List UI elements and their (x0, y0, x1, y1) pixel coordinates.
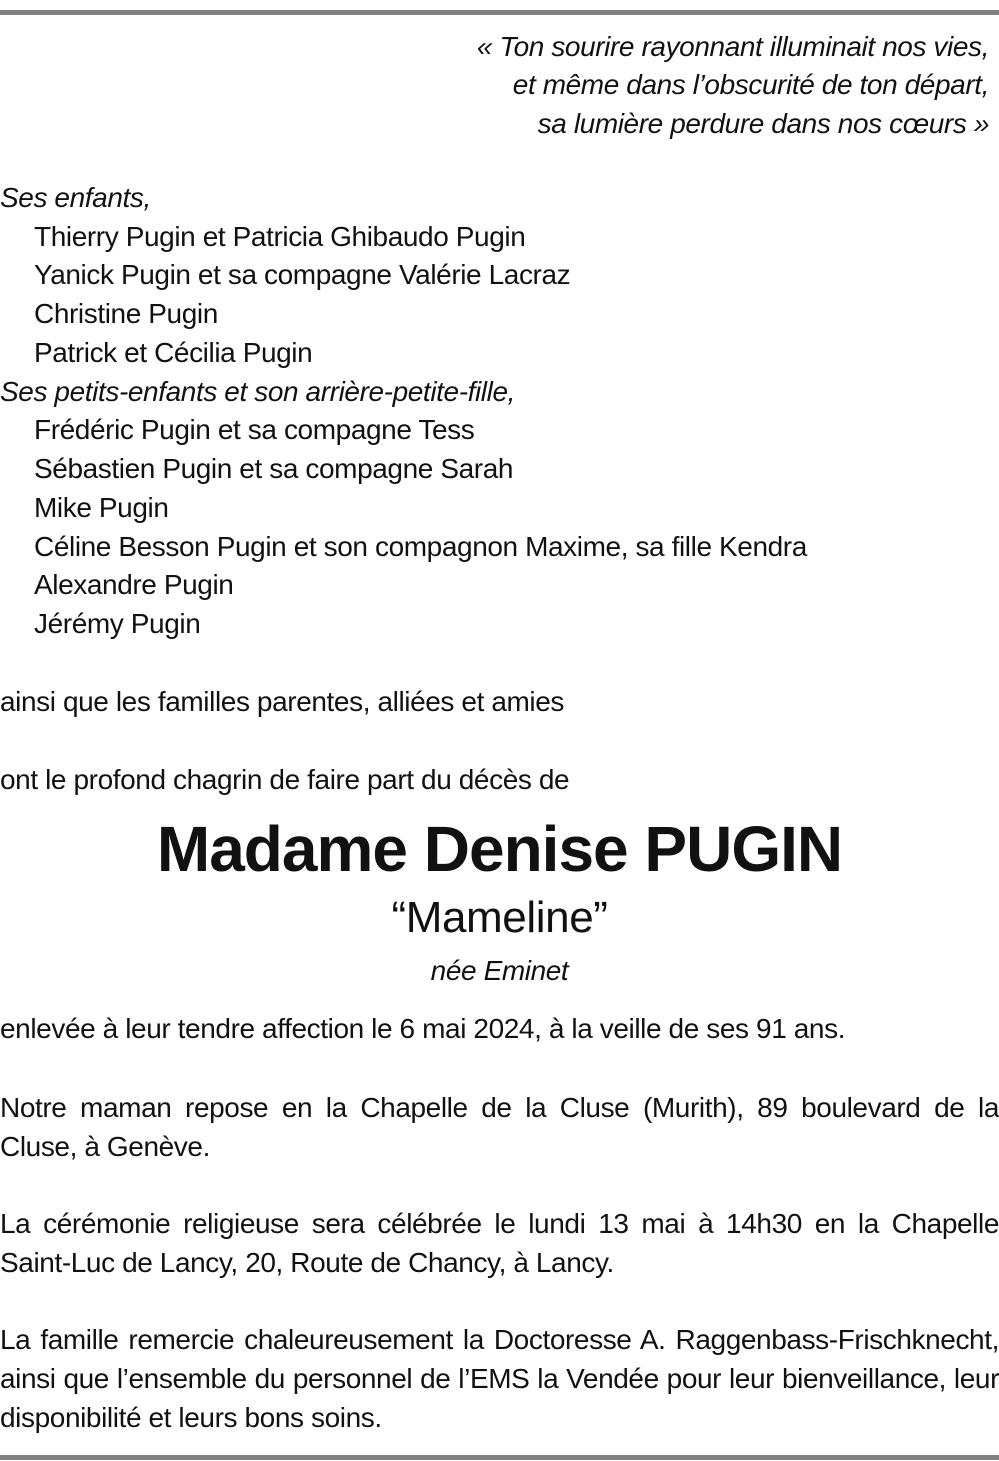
grandchildren-heading: Ses petits-enfants et son arrière-petite-fille, (0, 376, 516, 407)
thanks-paragraph: La famille remercie chaleureusement la Doctoresse A. Raggenbass-Frischknecht, ainsi que l’ensemble du personnel de l’EMS la Vendée pour leur bienveillance, leur disponibilité et leurs bons soins. (0, 1324, 999, 1433)
quote-line-3: sa lumière perdure dans nos cœurs » (537, 108, 989, 139)
child-name: Christine Pugin (34, 298, 218, 329)
child-name: Thierry Pugin et Patricia Ghibaudo Pugin (34, 221, 526, 252)
grandchild-name: Jérémy Pugin (34, 608, 201, 639)
quote-line-2: et même dans l’obscurité de ton départ, (512, 69, 989, 100)
quote-line-1: « Ton sourire rayonnant illuminait nos vies, (476, 31, 989, 62)
children-heading: Ses enfants, (0, 182, 151, 213)
grandchild-name: Mike Pugin (34, 492, 169, 523)
passing-paragraph: enlevée à leur tendre affection le 6 mai 2024, à la veille de ses 91 ans. (0, 1013, 846, 1044)
grandchild-name: Alexandre Pugin (34, 569, 234, 600)
rest-paragraph: Notre maman repose en la Chapelle de la Cluse (Murith), 89 boulevard de la Cluse, à Genève. (0, 1092, 999, 1162)
grandchild-name: Céline Besson Pugin et son compagnon Maxime, sa fille Kendra (34, 531, 807, 562)
top-rule (0, 10, 999, 15)
maiden-name: née Eminet (430, 955, 569, 986)
deceased-nickname: “Mameline” (391, 893, 608, 942)
grandchild-name: Frédéric Pugin et sa compagne Tess (34, 414, 475, 445)
bottom-rule (0, 1455, 999, 1460)
grandchild-name: Sébastien Pugin et sa compagne Sarah (34, 453, 514, 484)
ceremony-paragraph: La cérémonie religieuse sera célébrée le lundi 13 mai à 14h30 en la Chapelle Saint-Luc de Lancy, 20, Route de Chancy, à Lancy. (0, 1208, 999, 1278)
child-name: Patrick et Cécilia Pugin (34, 337, 313, 368)
child-name: Yanick Pugin et sa compagne Valérie Lacraz (34, 259, 571, 290)
deceased-name: Madame Denise PUGIN (156, 813, 843, 885)
families-line: ainsi que les familles parentes, alliées et amies (0, 686, 565, 717)
announcement-line: ont le profond chagrin de faire part du décès de (0, 764, 570, 795)
